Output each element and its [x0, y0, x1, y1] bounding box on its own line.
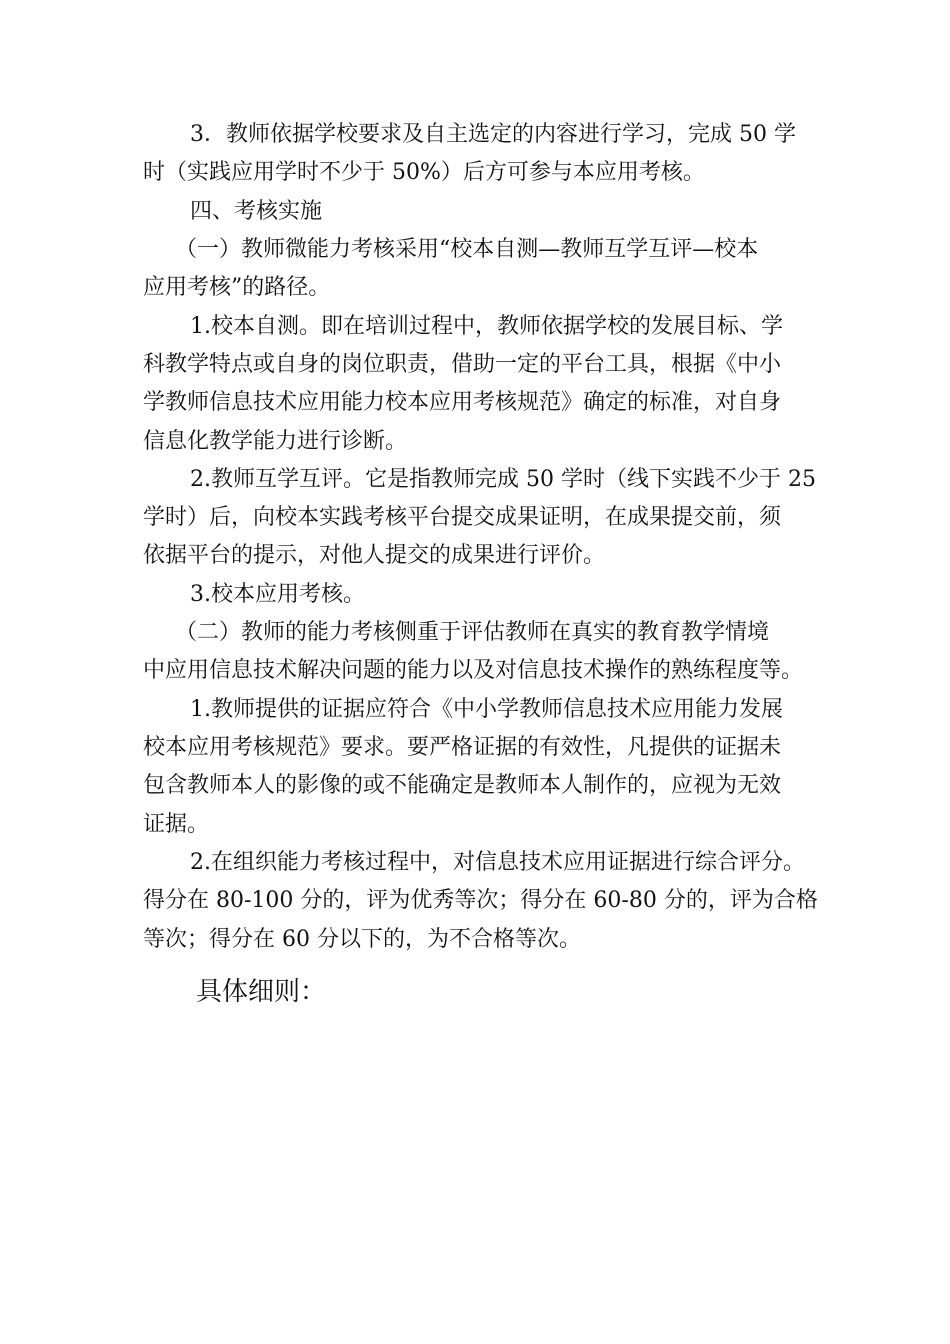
text-line: （一）教师微能力考核采用“校本自测—教师互学互评—校本 — [175, 237, 759, 262]
text-line: 等次；得分在 60 分以下的，为不合格等次。 — [143, 927, 581, 952]
details-heading: 具体细则： — [196, 977, 327, 1007]
text-line: 证据。 — [143, 812, 210, 837]
text-line: 学时）后，向校本实践考核平台提交成果证明，在成果提交前，须 — [143, 505, 782, 530]
text-line: 校本应用考核规范》要求。要严格证据的有效性，凡提供的证据未 — [143, 735, 782, 760]
text-line: 3．教师依据学校要求及自主选定的内容进行学习，完成 50 学 — [190, 122, 796, 147]
text-line: 得分在 80-100 分的，评为优秀等次；得分在 60-80 分的，评为合格 — [143, 888, 818, 913]
text-line: 2.在组织能力考核过程中，对信息技术应用证据进行综合评分。 — [190, 850, 805, 875]
text-line: 信息化教学能力进行诊断。 — [143, 429, 408, 454]
text-line: 3.校本应用考核。 — [190, 582, 365, 607]
text-line: 依据平台的提示，对他人提交的成果进行评价。 — [143, 543, 606, 568]
text-line: 1.校本自测。即在培训过程中，教师依据学校的发展目标、学 — [190, 314, 783, 339]
text-line: 1.教师提供的证据应符合《中小学教师信息技术应用能力发展 — [190, 697, 783, 722]
text-line: （二）教师的能力考核侧重于评估教师在真实的教育教学情境 — [175, 620, 770, 645]
text-line: 时（实践应用学时不少于 50%）后方可参与本应用考核。 — [143, 160, 705, 185]
text-line: 学教师信息技术应用能力校本应用考核规范》确定的标准，对自身 — [143, 390, 782, 415]
text-line: 包含教师本人的影像的或不能确定是教师本人制作的，应视为无效 — [143, 773, 782, 798]
section-heading: 四、考核实施 — [190, 199, 323, 224]
text-line: 应用考核”的路径。 — [143, 275, 331, 300]
text-line: 中应用信息技术解决问题的能力以及对信息技术操作的熟练程度等。 — [143, 658, 804, 683]
text-line: 科教学特点或自身的岗位职责，借助一定的平台工具，根据《中小 — [143, 352, 782, 377]
text-line: 2.教师互学互评。它是指教师完成 50 学时（线下实践不少于 25 — [190, 467, 816, 492]
